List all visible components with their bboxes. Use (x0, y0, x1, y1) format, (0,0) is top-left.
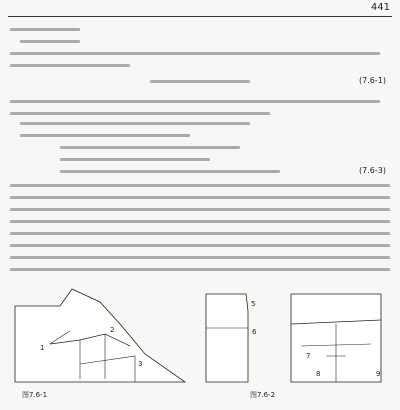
figure-2-label-b: 6 (252, 328, 257, 336)
figure-1-label-b: 2 (110, 326, 115, 334)
figure-1-label-a: 1 (40, 344, 45, 352)
equation-tag-1: (7.6-1) (359, 76, 386, 85)
figure-1 (10, 284, 190, 384)
figure-2 (196, 286, 392, 384)
figure-1-caption: 图7.6-1 (22, 391, 48, 399)
figure-2-diagram (196, 286, 392, 384)
figure-2-label-d: 8 (316, 370, 321, 378)
figure-2-label-c: 7 (306, 352, 311, 360)
header-rule (8, 16, 392, 17)
figure-2-label-a: 5 (251, 300, 256, 308)
equation-tag-3: (7.6-3) (359, 166, 386, 175)
figure-1-label-c: 3 (138, 360, 143, 368)
figure-1-diagram (10, 284, 190, 384)
page-number: 441 (370, 2, 390, 13)
figure-2-label-e: 9 (376, 370, 381, 378)
figure-2-caption: 图7.6-2 (250, 391, 276, 399)
